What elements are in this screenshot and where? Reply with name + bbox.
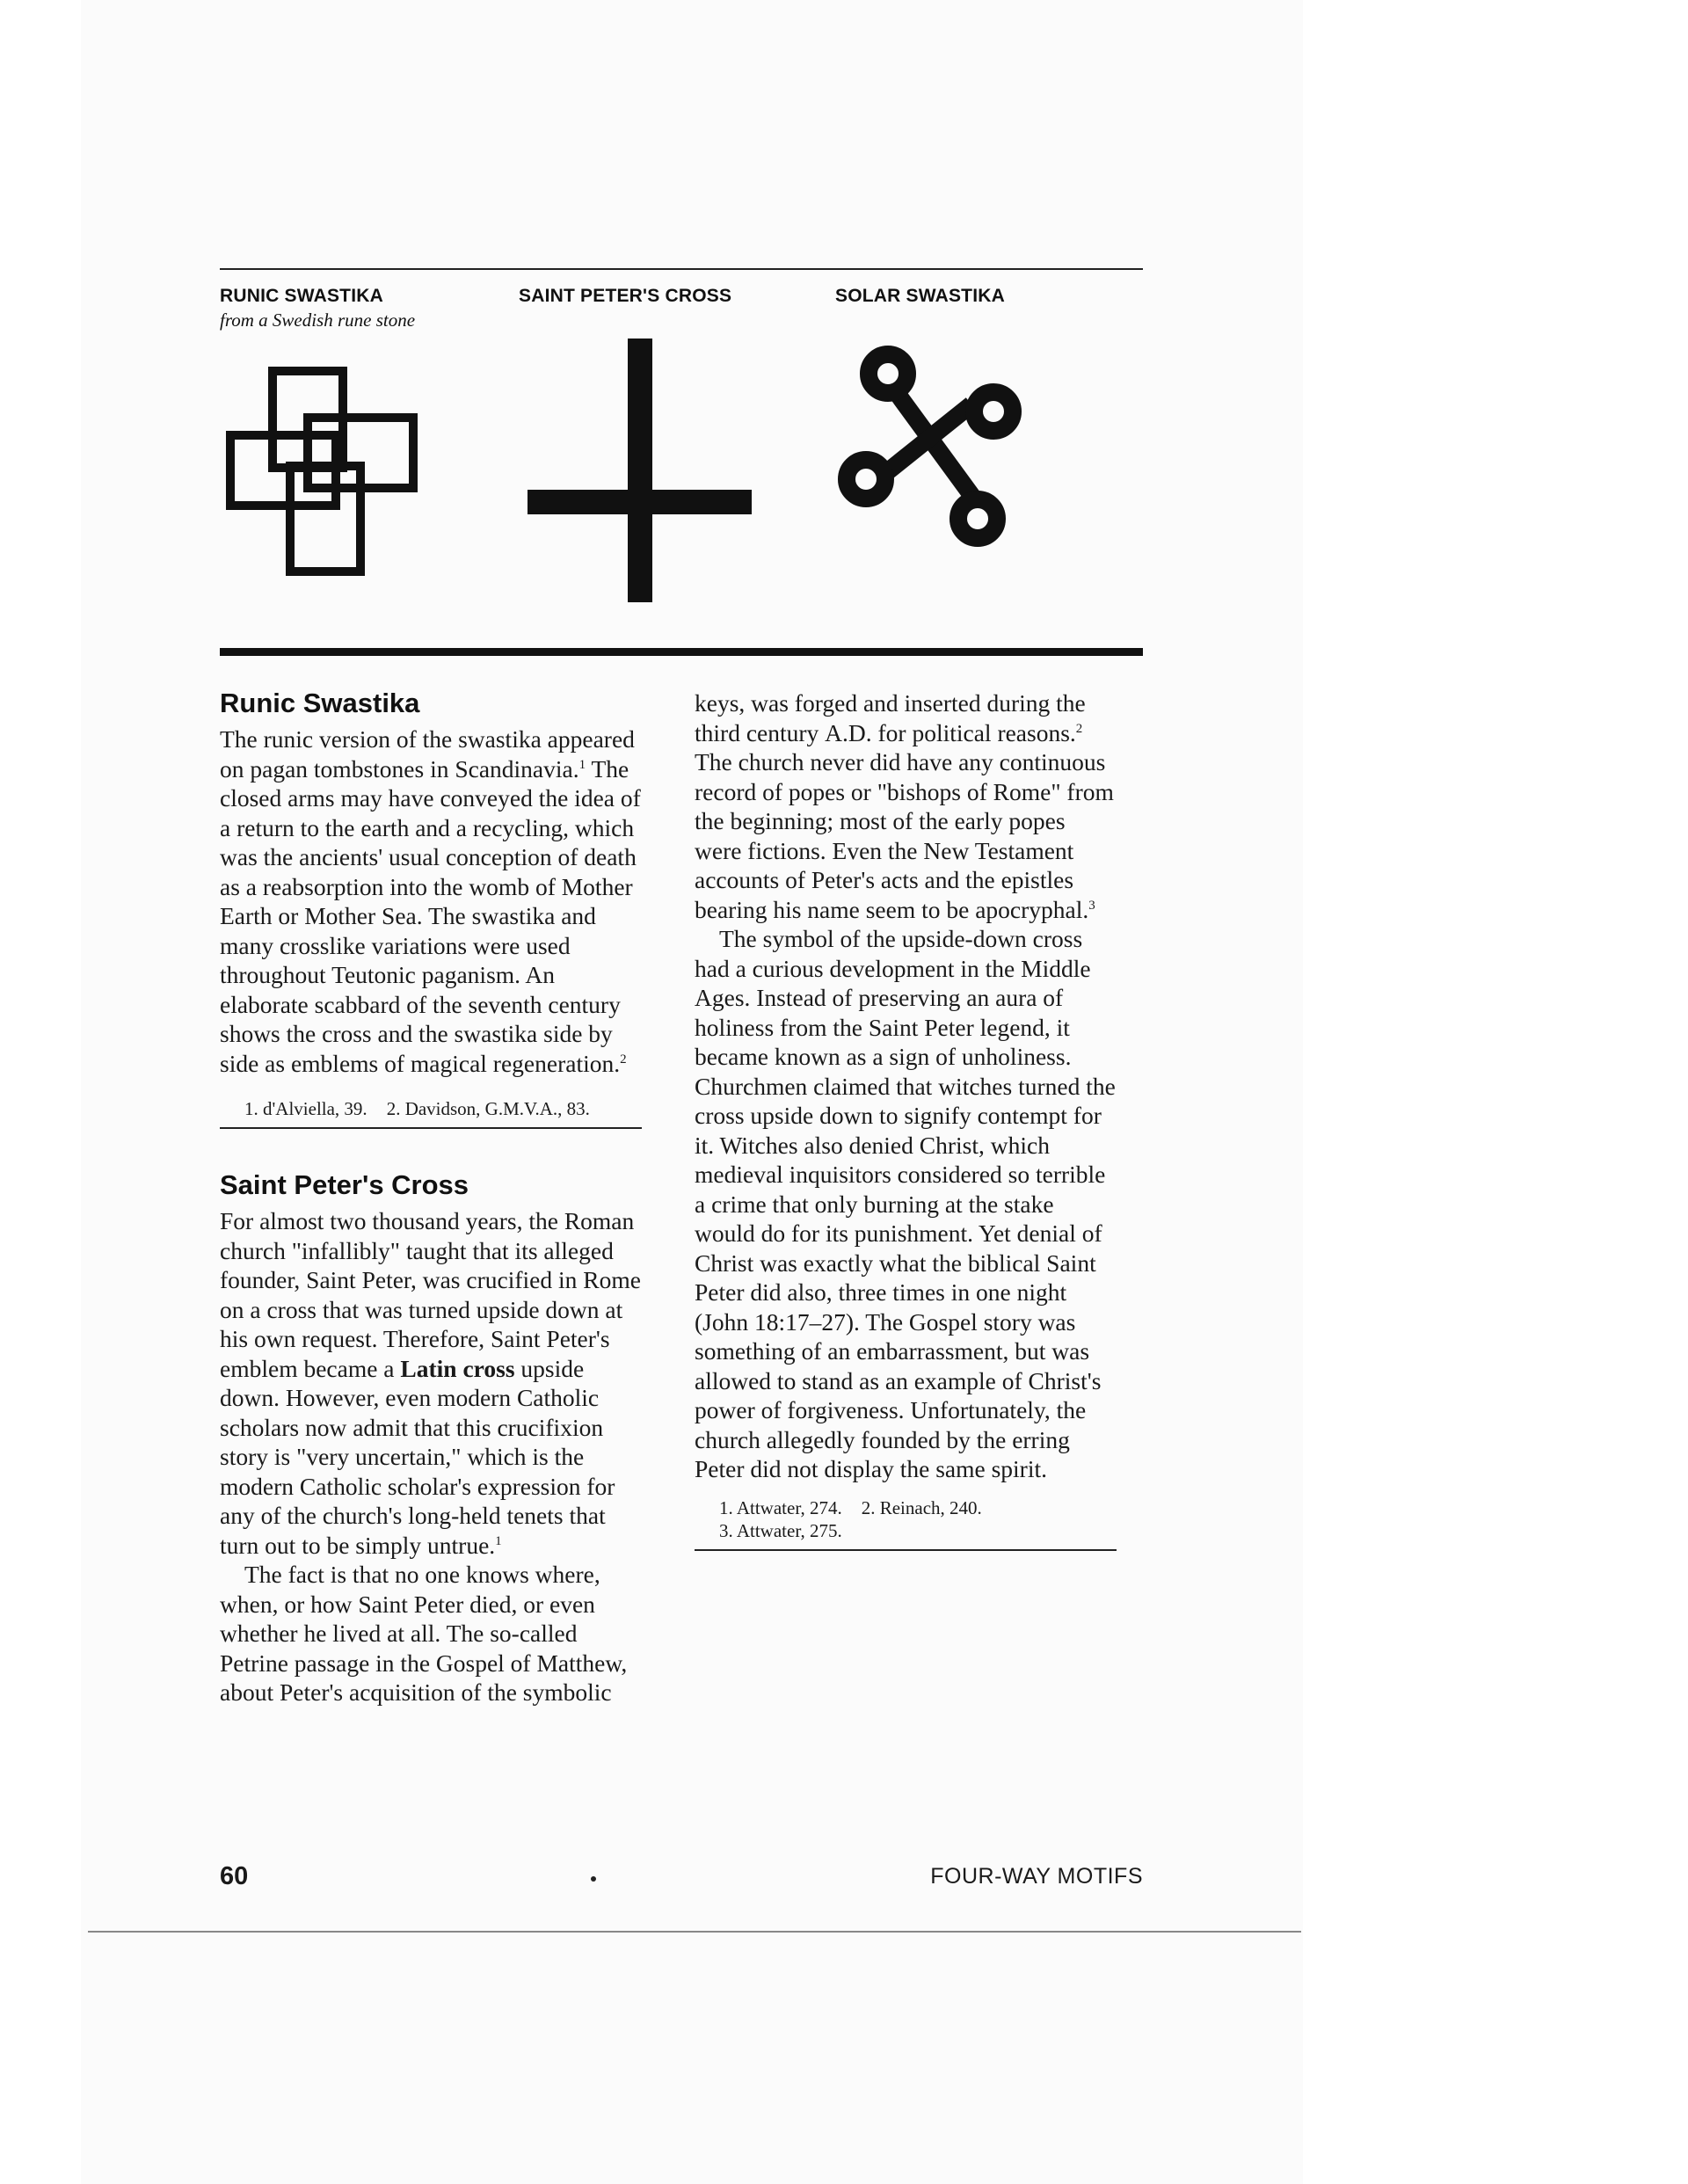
footer-dot: [591, 1876, 596, 1882]
paragraph-text: keys, was forged and inserted during the third century: [695, 689, 1086, 746]
inverted-cross-icon: [528, 339, 756, 607]
figure-bottom-rule: [220, 648, 1143, 656]
left-column: [220, 686, 642, 1707]
paragraph-text: for political reasons.: [871, 718, 1076, 746]
paragraph-text: For almost two thousand years, the Roman church "infallibly" taught that its alleged founder, Saint Peter, was crucified in Rome on a cross that was turned upside down at his own request. Therefore, Saint Peter's emblem became a: [220, 1207, 641, 1382]
footnote-ref: 1: [578, 757, 586, 772]
solar-swastika-icon: [826, 343, 1037, 554]
paragraph-text: The church never did have any continuous record of popes or "bishops of Rome" from the beginning; most of the early popes were fictions. Even the New Testament accounts of Peter's acts and the epistles bearing his name seem to be apocryphal.: [695, 748, 1114, 923]
footnote: 2. Reinach, 240.: [861, 1496, 982, 1518]
figure-label-runic-swastika: RUNIC SWASTIKA: [220, 286, 383, 306]
paragraph-text: The closed arms may have conveyed the idea of a return to the earth and a recycling, which was the ancients' usual conception of death as a reabsorption into the womb of Mother Earth or Mother Sea. The swastika and many crosslike variations were used throughout Teutonic paganism. An elaborate scabbard of the seventh century shows the cross and the swastika side by side as emblems of magical regeneration.: [220, 754, 641, 1077]
heading-saint-peters-cross: Saint Peter's Cross: [220, 1169, 469, 1200]
footnote-ref: 2: [1075, 721, 1083, 736]
page-number: 60: [220, 1862, 249, 1890]
footnote: 1. d'Alviella, 39.: [244, 1098, 367, 1119]
footnote-ref: 2: [620, 1052, 627, 1067]
scan-edge-rule: [88, 1931, 1301, 1933]
paragraph-fact: The fact is that no one knows where, when, or how Saint Peter died, or even whether he lived at all. The so-called Petrine passage in the Gospel of Matthew, about Peter's acquisition of the symbolic: [220, 1561, 628, 1706]
paragraph-text: upside down. However, even modern Catholic scholars now admit that this crucifixion story is "very uncertain," which is the modern Catholic scholar's expression for any of the church's long-held tenets that turn out to be simply untrue.: [220, 1354, 615, 1559]
footnote: 2. Davidson, G.M.V.A., 83.: [386, 1098, 590, 1119]
figure-label-solar-swastika: SOLAR SWASTIKA: [835, 286, 1005, 306]
running-title: FOUR-WAY MOTIFS: [930, 1864, 1143, 1889]
paragraph-keys: [695, 688, 1117, 924]
header-rule: [220, 268, 1143, 270]
paragraph-upside-down-cross: The symbol of the upside-down cross had a curious development in the Middle Ages. Instead of preserving an aura of holiness from the Saint Peter legend, it became known as a sign of unholiness. Churchmen claimed that witches turned the cross upside down to signify contempt for it. Witches also denied Christ, which medieval inquisitors considered so terrible a crime that only burning at the stake would do for its punishment. Yet denial of Christ was exactly what the biblical Saint Peter did also, three times in one night (John 18:17–27). The Gospel story was something of an embarrassment, but was allowed to stand as an example of Christ's power of forgiveness. Unfortunately, the church allegedly founded by the erring Peter did not display the same spirit.: [695, 925, 1116, 1482]
bold-term: Latin cross: [400, 1354, 515, 1382]
footnote: 3. Attwater, 275.: [719, 1519, 842, 1541]
footnote-ref: 3: [1088, 898, 1095, 913]
paragraph-runic-swastika: [220, 724, 642, 1078]
heading-runic-swastika: Runic Swastika: [220, 688, 420, 718]
figure-caption-runic-swastika: from a Swedish rune stone: [220, 309, 416, 331]
footnote-ref: 1: [495, 1533, 502, 1548]
footnotes-runic-swastika: [220, 1097, 642, 1129]
runic-swastika-icon: [220, 360, 448, 589]
footnotes-saint-peters-cross: [695, 1496, 1117, 1551]
footnote: 1. Attwater, 274.: [719, 1496, 842, 1518]
figure-label-saint-peters-cross: SAINT PETER'S CROSS: [519, 286, 732, 306]
paragraph-saint-peters-cross: [220, 1206, 642, 1560]
right-column: [695, 688, 1117, 1551]
paragraph-text: The runic version of the swastika appeared on pagan tombstones in Scandinavia.: [220, 725, 635, 783]
era-abbrev: A.D.: [825, 718, 872, 746]
